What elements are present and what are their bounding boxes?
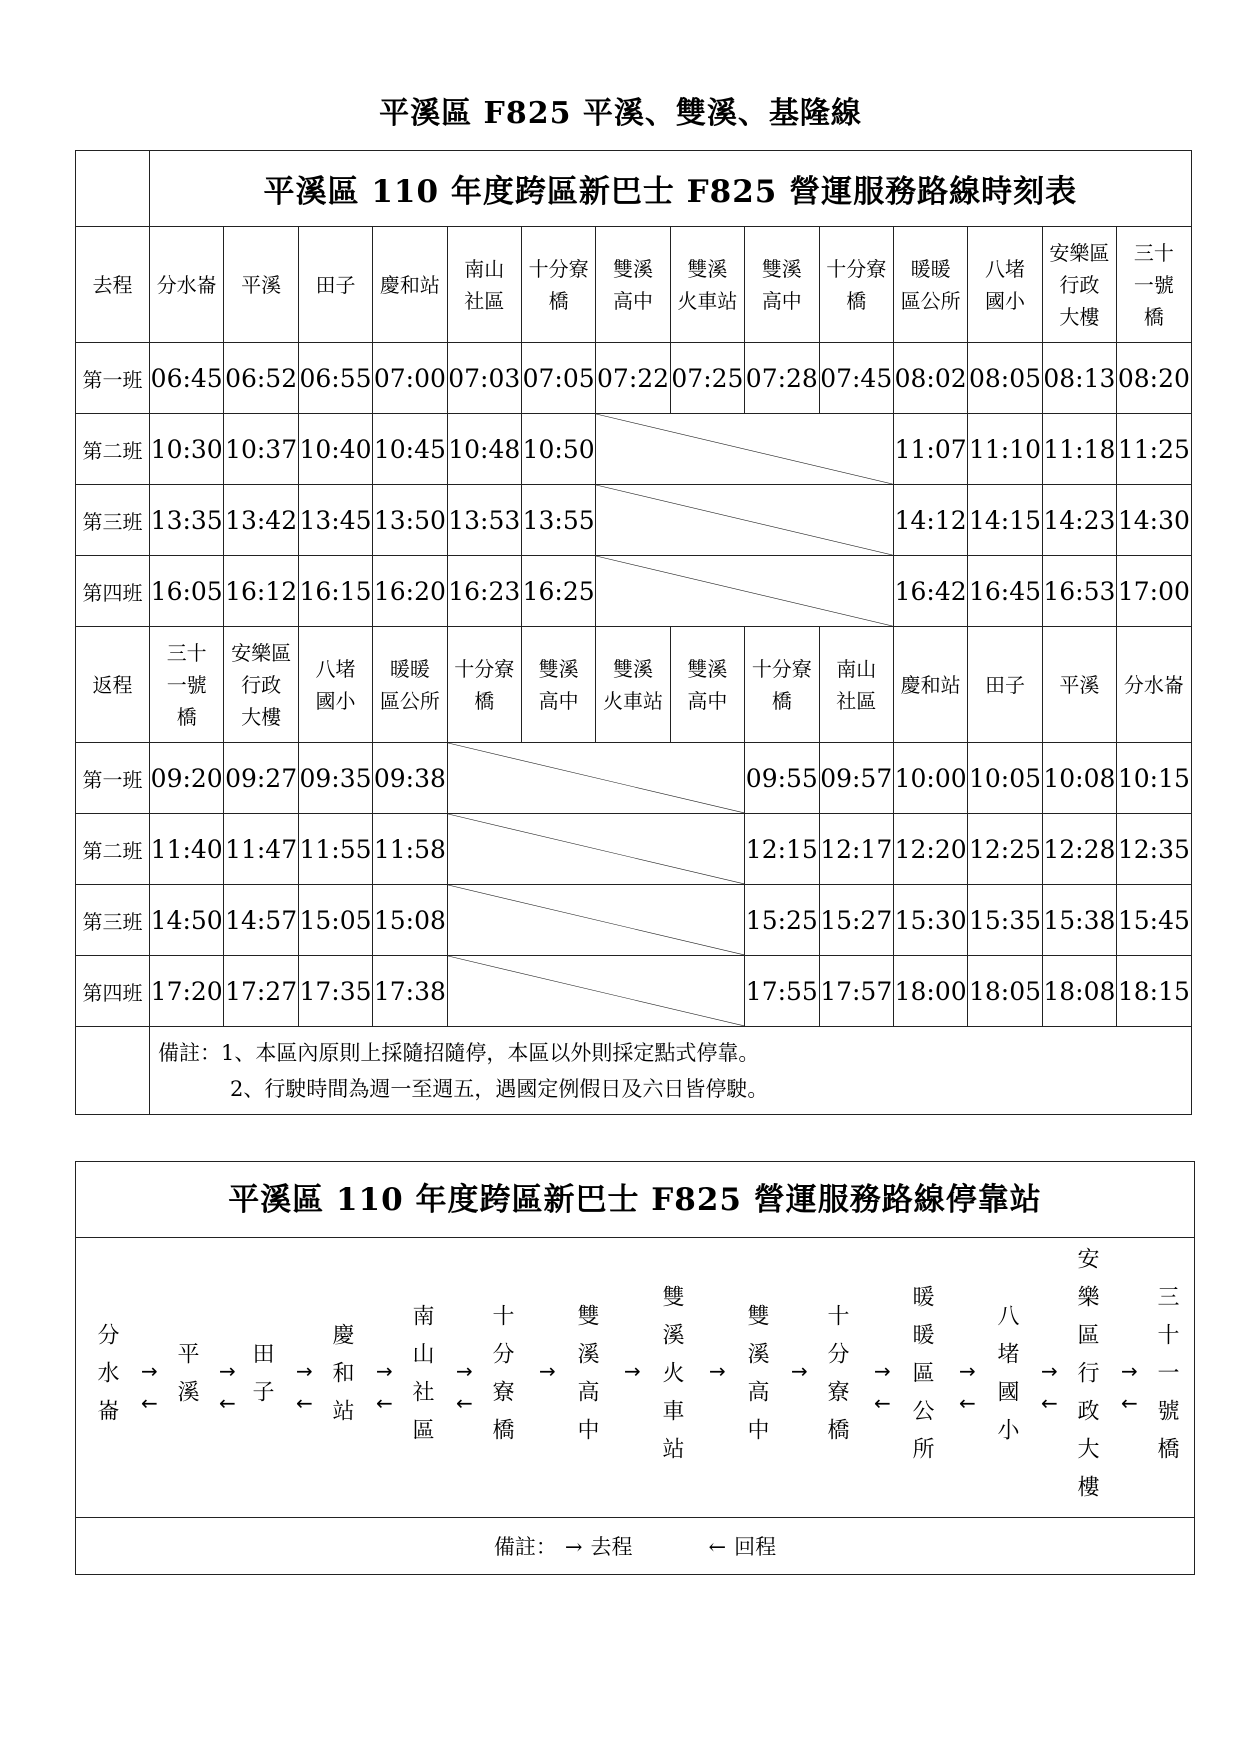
stop-name-line: 平溪	[1059, 672, 1100, 697]
time-cell: 11:40	[150, 814, 224, 885]
stop-name-line: 火車站	[677, 288, 738, 313]
return-arrow: ←	[1041, 1391, 1058, 1415]
legend-return-label: 回程	[734, 1535, 777, 1559]
time-cell: 13:42	[224, 485, 298, 556]
return-arrow: ←	[141, 1391, 158, 1415]
outbound-arrow: →	[791, 1359, 808, 1383]
time-cell: 18:08	[1042, 956, 1116, 1027]
time-cell: 11:47	[224, 814, 298, 885]
return-stop-header	[1117, 627, 1192, 743]
time-cell: 17:27	[224, 956, 298, 1027]
outbound-arrow: →	[376, 1359, 393, 1383]
no-service-cell	[447, 956, 745, 1027]
corner-cell	[76, 151, 150, 227]
return-stop-header	[447, 627, 521, 743]
time-cell: 12:35	[1117, 814, 1192, 885]
stop-name-line: 一號	[166, 672, 207, 697]
stop-label: 田子	[249, 1342, 274, 1418]
time-cell: 11:10	[968, 414, 1042, 485]
outbound-header-row	[76, 227, 1192, 343]
outbound-run-row	[76, 414, 1192, 485]
stop-name-line: 田子	[984, 672, 1025, 697]
return-stop-header	[1042, 627, 1116, 743]
stop-name-line: 分水崙	[1123, 672, 1184, 697]
no-service-cell	[596, 414, 894, 485]
document-title: 平溪區 F825 平溪、雙溪、基隆線	[379, 96, 862, 131]
stop-name-line: 三十	[1133, 240, 1174, 265]
stop-name-line: 國小	[984, 288, 1025, 313]
return-stop-header	[745, 627, 819, 743]
time-cell: 16:25	[521, 556, 595, 627]
outbound-label: 去程	[76, 227, 150, 343]
outbound-arrow: →	[296, 1359, 313, 1383]
return-arrow: ←	[296, 1391, 313, 1415]
time-cell: 16:42	[893, 556, 967, 627]
time-cell: 10:30	[150, 414, 224, 485]
return-stop-header	[670, 627, 744, 743]
outbound-arrow: →	[709, 1359, 726, 1383]
outbound-run-row	[76, 343, 1192, 414]
time-cell: 11:07	[893, 414, 967, 485]
return-stop-header	[373, 627, 447, 743]
stop-name-line: 區公所	[379, 688, 440, 713]
outbound-stop-header	[521, 227, 595, 343]
outbound-stop-header	[1042, 227, 1116, 343]
stop-name-line: 雙溪	[687, 256, 728, 281]
time-cell: 07:22	[596, 343, 670, 414]
return-stop-header	[224, 627, 298, 743]
outbound-arrow: →	[1121, 1359, 1138, 1383]
time-cell: 12:17	[819, 814, 893, 885]
stop-name-line: 南山	[464, 256, 505, 281]
stop-label: 慶和站	[329, 1323, 354, 1437]
notes-row	[76, 1027, 1192, 1115]
stop-name-line: 八堵	[984, 256, 1025, 281]
return-stop-header	[298, 627, 372, 743]
outbound-stop-header	[150, 227, 224, 343]
stops-panel	[75, 1161, 1195, 1575]
time-cell: 15:30	[893, 885, 967, 956]
time-cell: 06:45	[150, 343, 224, 414]
outbound-stop-header	[596, 227, 670, 343]
stop-name-line: 三十	[166, 640, 207, 665]
time-cell: 08:13	[1042, 343, 1116, 414]
stop-name-line: 高中	[687, 688, 728, 713]
time-cell: 07:00	[373, 343, 447, 414]
time-cell: 15:05	[298, 885, 372, 956]
time-cell: 16:53	[1042, 556, 1116, 627]
run-label: 第三班	[76, 885, 150, 956]
time-cell: 11:55	[298, 814, 372, 885]
legend-out-label: 去程	[590, 1535, 633, 1559]
outbound-stop-header	[819, 227, 893, 343]
return-run-row	[76, 814, 1192, 885]
no-service-slash	[596, 414, 893, 484]
time-cell: 09:27	[224, 743, 298, 814]
time-cell: 10:05	[968, 743, 1042, 814]
time-cell: 14:57	[224, 885, 298, 956]
time-cell: 13:45	[298, 485, 372, 556]
timetable-title: 平溪區 110 年度跨區新巴士 F825 營運服務路線時刻表	[150, 151, 1192, 227]
time-cell: 13:35	[150, 485, 224, 556]
time-cell: 17:00	[1117, 556, 1192, 627]
time-cell: 07:28	[745, 343, 819, 414]
stop-name-line: 十分寮	[751, 656, 812, 681]
time-cell: 10:45	[373, 414, 447, 485]
stop-name-line: 十分寮	[528, 256, 589, 281]
stop-name-line: 大樓	[241, 704, 282, 729]
stop-label: 十分寮橋	[489, 1304, 514, 1456]
return-stop-header	[819, 627, 893, 743]
outbound-arrow: →	[1041, 1359, 1058, 1383]
return-label: 返程	[76, 627, 150, 743]
time-cell: 16:45	[968, 556, 1042, 627]
time-cell: 08:05	[968, 343, 1042, 414]
time-cell: 18:05	[968, 956, 1042, 1027]
stop-name-line: 慶和站	[900, 672, 961, 697]
note-line-2: 2、行駛時間為週一至週五，遇國定例假日及六日皆停駛。	[230, 1076, 769, 1101]
legend-out-arrow: →	[564, 1535, 583, 1559]
outbound-arrow: →	[874, 1359, 891, 1383]
legend-return-arrow: ←	[708, 1535, 727, 1559]
stop-name-line: 暖暖	[389, 656, 430, 681]
time-cell: 16:15	[298, 556, 372, 627]
time-cell: 14:12	[893, 485, 967, 556]
time-cell: 08:20	[1117, 343, 1192, 414]
run-label: 第一班	[76, 743, 150, 814]
run-label: 第二班	[76, 414, 150, 485]
stop-name-line: 火車站	[603, 688, 664, 713]
stop-name-line: 分水崙	[156, 272, 217, 297]
return-arrow: ←	[456, 1391, 473, 1415]
time-cell: 06:52	[224, 343, 298, 414]
no-service-cell	[447, 743, 745, 814]
time-cell: 15:27	[819, 885, 893, 956]
stop-name-line: 高中	[613, 288, 654, 313]
stop-name-line: 大樓	[1059, 304, 1100, 329]
time-cell: 14:15	[968, 485, 1042, 556]
time-cell: 13:53	[447, 485, 521, 556]
time-cell: 09:20	[150, 743, 224, 814]
return-arrow: ←	[959, 1391, 976, 1415]
time-cell: 10:00	[893, 743, 967, 814]
stop-label: 雙溪高中	[744, 1304, 769, 1456]
stop-name-line: 橋	[474, 688, 495, 713]
time-cell: 09:57	[819, 743, 893, 814]
return-arrow: ←	[376, 1391, 393, 1415]
stop-name-line: 雙溪	[613, 256, 654, 281]
stop-name-line: 橋	[1143, 304, 1164, 329]
time-cell: 10:15	[1117, 743, 1192, 814]
time-cell: 17:38	[373, 956, 447, 1027]
no-service-cell	[596, 485, 894, 556]
return-stop-header	[596, 627, 670, 743]
stop-name-line: 安樂區	[231, 640, 292, 665]
stop-name-line: 八堵	[315, 656, 356, 681]
stop-name-line: 社區	[464, 288, 505, 313]
stop-label: 分水崙	[94, 1323, 119, 1437]
stop-name-line: 高中	[538, 688, 579, 713]
time-cell: 12:15	[745, 814, 819, 885]
stop-name-line: 行政	[241, 672, 282, 697]
time-cell: 09:38	[373, 743, 447, 814]
outbound-stop-header	[670, 227, 744, 343]
stop-label: 暖暖區公所	[909, 1285, 934, 1475]
stop-name-line: 橋	[771, 688, 792, 713]
time-cell: 17:57	[819, 956, 893, 1027]
time-cell: 12:25	[968, 814, 1042, 885]
no-service-cell	[596, 556, 894, 627]
stop-name-line: 橋	[548, 288, 569, 313]
time-cell: 11:25	[1117, 414, 1192, 485]
time-cell: 10:08	[1042, 743, 1116, 814]
return-header-row	[76, 627, 1192, 743]
no-service-slash	[448, 743, 745, 813]
return-arrow: ←	[874, 1391, 891, 1415]
run-label: 第三班	[76, 485, 150, 556]
time-cell: 08:02	[893, 343, 967, 414]
note-line-1: 備註：1、本區內原則上採隨招隨停，本區以外則採定點式停靠。	[158, 1040, 760, 1065]
timetable	[75, 150, 1192, 1115]
no-service-slash	[448, 885, 745, 955]
stop-label: 八堵國小	[994, 1304, 1019, 1456]
stop-label: 平溪	[174, 1342, 199, 1418]
outbound-arrow: →	[456, 1359, 473, 1383]
time-cell: 12:28	[1042, 814, 1116, 885]
timetable-title-row	[76, 151, 1192, 227]
stop-name-line: 十分寮	[826, 256, 887, 281]
outbound-arrow: →	[219, 1359, 236, 1383]
outbound-run-row	[76, 556, 1192, 627]
legend-prefix: 備註：	[493, 1535, 557, 1559]
stop-name-line: 雙溪	[538, 656, 579, 681]
outbound-arrow: →	[539, 1359, 556, 1383]
run-label: 第四班	[76, 556, 150, 627]
time-cell: 15:35	[968, 885, 1042, 956]
stop-name-line: 高中	[761, 288, 802, 313]
time-cell: 15:25	[745, 885, 819, 956]
return-stop-header	[150, 627, 224, 743]
time-cell: 09:55	[745, 743, 819, 814]
run-label: 第四班	[76, 956, 150, 1027]
time-cell: 10:37	[224, 414, 298, 485]
return-stop-header	[893, 627, 967, 743]
stop-name-line: 南山	[836, 656, 877, 681]
return-run-row	[76, 956, 1192, 1027]
time-cell: 11:18	[1042, 414, 1116, 485]
stop-label: 三十一號橋	[1154, 1285, 1179, 1475]
time-cell: 18:15	[1117, 956, 1192, 1027]
time-cell: 16:05	[150, 556, 224, 627]
stop-name-line: 橋	[846, 288, 867, 313]
outbound-stop-header	[447, 227, 521, 343]
time-cell: 18:00	[893, 956, 967, 1027]
notes-cell	[150, 1027, 1192, 1115]
no-service-slash	[596, 556, 893, 626]
stop-name-line: 十分寮	[454, 656, 515, 681]
stop-label: 十分寮橋	[824, 1304, 849, 1456]
stop-name-line: 區公所	[900, 288, 961, 313]
time-cell: 16:23	[447, 556, 521, 627]
outbound-arrow: →	[624, 1359, 641, 1383]
time-cell: 10:48	[447, 414, 521, 485]
stop-name-line: 暖暖	[910, 256, 951, 281]
time-cell: 16:20	[373, 556, 447, 627]
stop-name-line: 雙溪	[687, 656, 728, 681]
stop-label: 雙溪高中	[574, 1304, 599, 1456]
time-cell: 07:45	[819, 343, 893, 414]
stop-name-line: 社區	[836, 688, 877, 713]
stop-label: 安樂區行政大樓	[1074, 1247, 1099, 1513]
return-stop-header	[521, 627, 595, 743]
return-run-row	[76, 885, 1192, 956]
time-cell: 15:08	[373, 885, 447, 956]
stop-name-line: 平溪	[241, 272, 282, 297]
stop-label: 雙溪火車站	[659, 1285, 684, 1475]
stop-name-line: 雙溪	[761, 256, 802, 281]
outbound-stop-header	[1117, 227, 1192, 343]
no-service-slash	[448, 814, 745, 884]
outbound-arrow: →	[141, 1359, 158, 1383]
stop-label: 南山社區	[409, 1304, 434, 1456]
no-service-cell	[447, 814, 745, 885]
time-cell: 16:12	[224, 556, 298, 627]
stop-name-line: 橋	[176, 704, 197, 729]
stop-name-line: 國小	[315, 688, 356, 713]
time-cell: 14:30	[1117, 485, 1192, 556]
time-cell: 13:50	[373, 485, 447, 556]
outbound-stop-header	[745, 227, 819, 343]
time-cell: 10:40	[298, 414, 372, 485]
return-stop-header	[968, 627, 1042, 743]
time-cell: 07:03	[447, 343, 521, 414]
outbound-arrow: →	[959, 1359, 976, 1383]
notes-corner	[76, 1027, 150, 1115]
outbound-run-row	[76, 485, 1192, 556]
stop-name-line: 行政	[1059, 272, 1100, 297]
return-arrow: ←	[1121, 1391, 1138, 1415]
stop-name-line: 一號	[1133, 272, 1174, 297]
time-cell: 12:20	[893, 814, 967, 885]
return-arrow: ←	[219, 1391, 236, 1415]
time-cell: 15:45	[1117, 885, 1192, 956]
run-label: 第一班	[76, 343, 150, 414]
stop-name-line: 田子	[315, 272, 356, 297]
stop-name-line: 慶和站	[379, 272, 440, 297]
no-service-slash	[596, 485, 893, 555]
stops-legend	[76, 1517, 1194, 1575]
time-cell: 17:55	[745, 956, 819, 1027]
time-cell: 15:38	[1042, 885, 1116, 956]
stops-diagram	[76, 1238, 1194, 1680]
outbound-stop-header	[968, 227, 1042, 343]
run-label: 第二班	[76, 814, 150, 885]
time-cell: 07:25	[670, 343, 744, 414]
stop-name-line: 雙溪	[613, 656, 654, 681]
no-service-cell	[447, 885, 745, 956]
time-cell: 10:50	[521, 414, 595, 485]
time-cell: 17:20	[150, 956, 224, 1027]
outbound-stop-header	[893, 227, 967, 343]
no-service-slash	[448, 956, 745, 1026]
stop-name-line: 安樂區	[1049, 240, 1110, 265]
outbound-stop-header	[224, 227, 298, 343]
stops-panel-title: 平溪區 110 年度跨區新巴士 F825 營運服務路線停靠站	[76, 1162, 1194, 1238]
time-cell: 09:35	[298, 743, 372, 814]
time-cell: 17:35	[298, 956, 372, 1027]
time-cell: 11:58	[373, 814, 447, 885]
time-cell: 14:23	[1042, 485, 1116, 556]
outbound-stop-header	[298, 227, 372, 343]
outbound-stop-header	[373, 227, 447, 343]
time-cell: 13:55	[521, 485, 595, 556]
time-cell: 07:05	[521, 343, 595, 414]
return-run-row	[76, 743, 1192, 814]
time-cell: 14:50	[150, 885, 224, 956]
time-cell: 06:55	[298, 343, 372, 414]
